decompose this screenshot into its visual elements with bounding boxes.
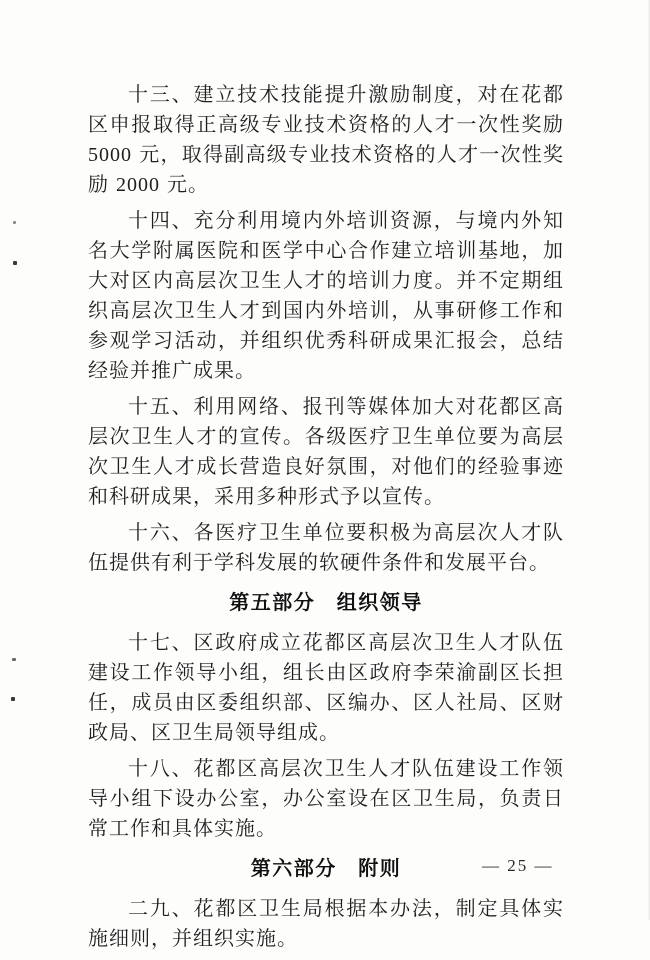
body-paragraph: 十三、建立技术技能提升激励制度，对在花都区申报取得正高级专业技术资格的人才一次性奖励 5000 元，取得副高级专业技术资格的人才一次性奖励 2000 元。 [88, 84, 564, 196]
scan-speck [12, 658, 16, 661]
document-body [88, 80, 564, 960]
section-heading: 第五部分 组织领导 [229, 592, 423, 614]
page-number: — 25 — [482, 856, 554, 875]
body-paragraph: 十八、花都区高层次卫生人才队伍建设工作领导小组下设办公室，办公室设在区卫生局，负责日常工作和具体实施。 [88, 758, 564, 840]
body-paragraph: 十七、区政府成立花都区高层次卫生人才队伍建设工作领导小组，组长由区政府李荣渝副区长担任，成员由区委组织部、区编办、区人社局、区财政局、区卫生局领导组成。 [88, 632, 564, 744]
body-paragraph: 十六、各医疗卫生单位要积极为高层次人才队伍提供有利于学科发展的软硬件条件和发展平台。 [88, 522, 564, 574]
section-heading: 第六部分 附则 [250, 858, 402, 880]
scan-speck [13, 261, 17, 265]
body-paragraph: 十五、利用网络、报刊等媒体加大对花都区高层次卫生人才的宣传。各级医疗卫生单位要为高层次卫生人才成长营造良好氛围，对他们的经验事迹和科研成果，采用多种形式予以宣传。 [88, 396, 564, 508]
scan-speck [11, 697, 15, 701]
scan-speck [13, 221, 16, 224]
body-paragraph: 二九、花都区卫生局根据本办法，制定具体实施细则，并组织实施。 [88, 898, 564, 950]
body-paragraph: 十四、充分利用境内外培训资源，与境内外知名大学附属医院和医学中心合作建立培训基地，加大对区内高层次卫生人才的培训力度。并不定期组织高层次卫生人才到国内外培训，从事研修工作和参观学习活动，并组织优秀科研成果汇报会，总结经验并推广成果。 [88, 210, 564, 382]
